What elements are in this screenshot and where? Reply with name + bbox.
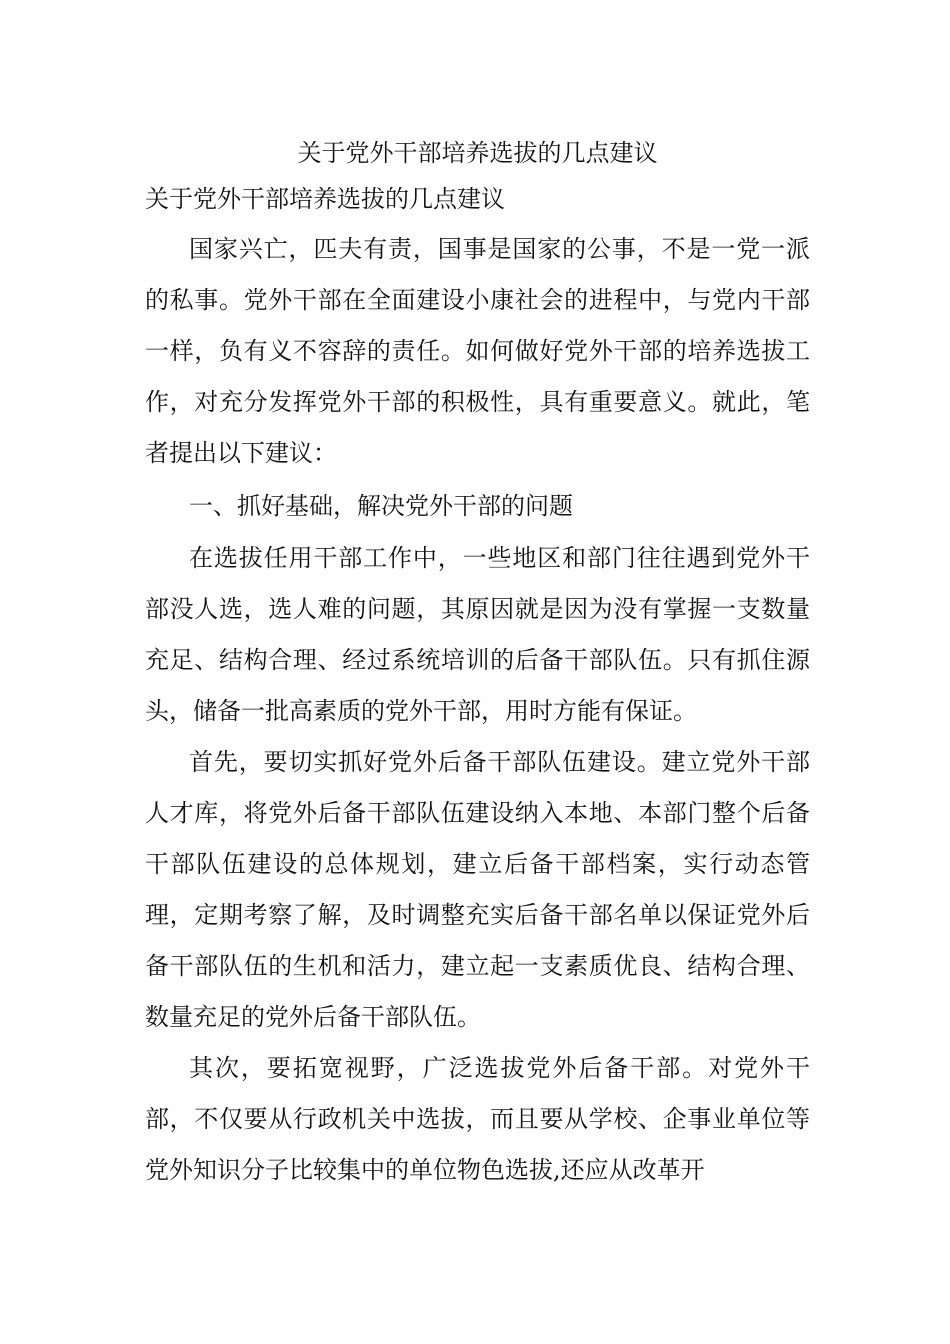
document-page [145,128,810,1196]
paragraph-first: 首先，要切实抓好党外后备干部队伍建设。建立党外干部人才库，将党外后备干部队伍建设纳入本地、本部门整个后备干部队伍建设的总体规划，建立后备干部档案，实行动态管理，定期考察了解，及时调整充实后备干部名单以保证党外后备干部队伍的生机和活力，建立起一支素质优良、结构合理、数量充足的党外后备干部队伍。 [145,748,810,1031]
paragraph-problem: 在选拔任用干部工作中，一些地区和部门往往遇到党外干部没人选，选人难的问题，其原因就是因为没有掌握一支数量充足、结构合理、经过系统培训的后备干部队伍。只有抓住源头，储备一批高素质的党外干部，用时方能有保证。 [145,544,810,725]
paragraph-second: 其次，要拓宽视野，广泛选拔党外后备干部。对党外干部，不仅要从行政机关中选拔，而且要从学校、企事业单位等党外知识分子比较集中的单位物色选拔,还应从改革开 [145,1054,810,1184]
paragraph-intro: 国家兴亡，匹夫有责，国事是国家的公事，不是一党一派的私事。党外干部在全面建设小康社会的进程中，与党内干部一样，负有义不容辞的责任。如何做好党外干部的培养选拔工作，对充分发挥党外干部的积极性，具有重要意义。就此，笔者提出以下建议： [145,235,810,467]
document-subtitle: 关于党外干部培养选拔的几点建议 [145,185,505,213]
section-heading-1: 一、抓好基础，解决党外干部的问题 [189,492,573,520]
document-title: 关于党外干部培养选拔的几点建议 [297,139,658,167]
